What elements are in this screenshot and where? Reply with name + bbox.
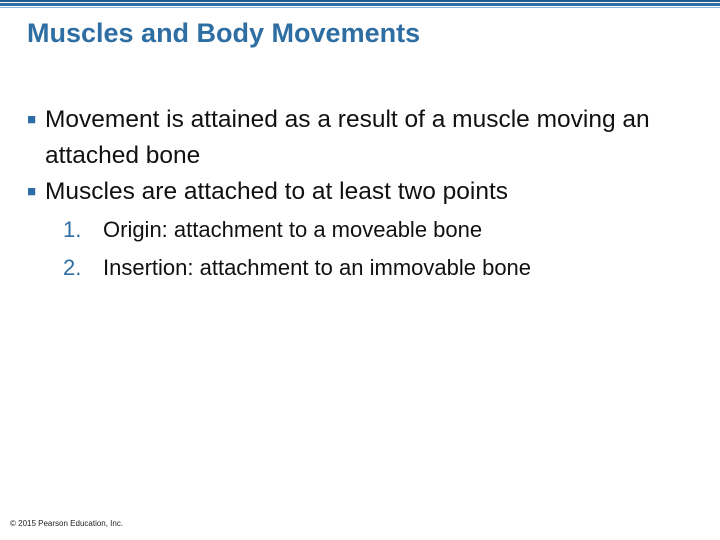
top-bar-line-1 [0,0,720,2]
item-number: 2. [63,255,82,280]
numbered-item [63,211,707,249]
bullet-text: Muscles are attached to at least two points [45,178,509,205]
bullet-text: Movement is attained as a result of a muscle moving an attached bone [45,106,650,169]
bullet-item [27,102,707,174]
top-accent-bar [0,0,720,10]
slide-title: Muscles and Body Movements [27,18,421,48]
numbered-item [63,249,707,287]
bullet-item [27,174,707,210]
numbered-sublist [63,211,707,287]
copyright-footer: © 2015 Pearson Education, Inc. [10,519,124,528]
item-number: 1. [63,217,82,242]
square-bullet-icon: ■ [27,183,37,200]
slide-content [27,102,707,287]
top-bar-line-2 [0,3,720,6]
item-text: Insertion: attachment to an immovable bone [103,255,532,280]
top-bar-line-3 [0,7,720,8]
square-bullet-icon: ■ [27,111,37,128]
item-text: Origin: attachment to a moveable bone [103,217,483,242]
